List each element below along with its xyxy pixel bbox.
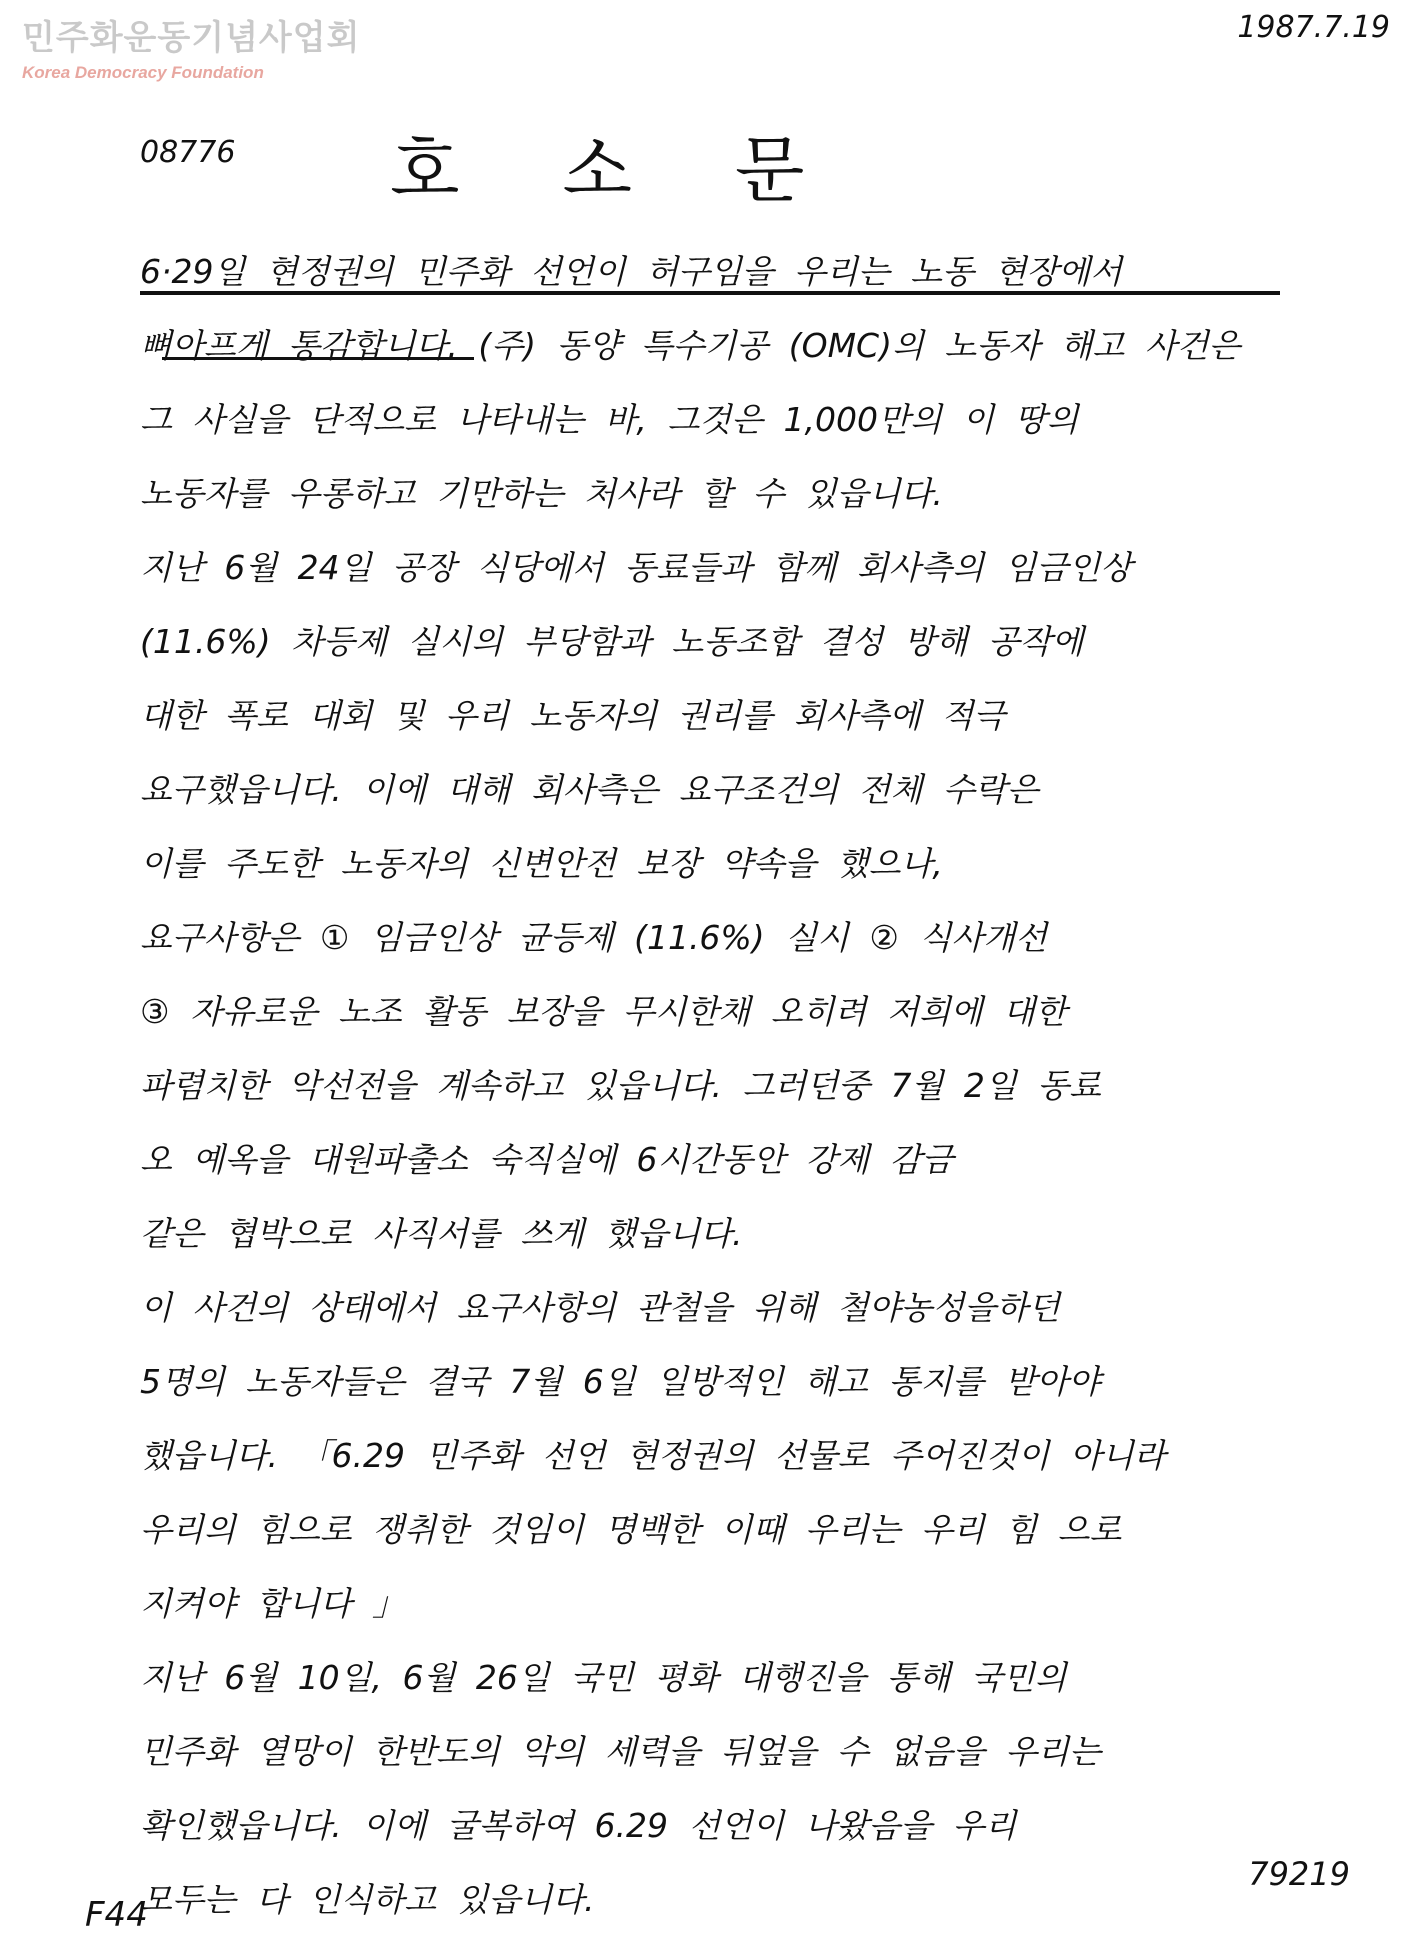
body-line: 민주화 열망이 한반도의 악의 세력을 뒤엎을 수 없음을 우리는 — [140, 1732, 1101, 1771]
body-line: 요구했읍니다. 이에 대해 회사측은 요구조건의 전체 수락은 — [140, 770, 1039, 809]
body-line: (11.6%) 차등제 실시의 부당함과 노동조합 결성 방해 공작에 — [140, 622, 1084, 661]
body-line: 대한 폭로 대회 및 우리 노동자의 권리를 회사측에 적극 — [140, 696, 1006, 735]
body-line: 노동자를 우롱하고 기만하는 처사라 할 수 있읍니다. — [140, 474, 943, 513]
handwritten-body — [140, 235, 1290, 1937]
body-line: 지난 6월 10일, 6월 26일 국민 평화 대행진을 통해 국민의 — [140, 1658, 1067, 1697]
body-line: 6·29일 현정권의 민주화 선언이 허구임을 우리는 노동 현장에서 — [140, 252, 1122, 291]
watermark-english: Korea Democracy Foundation — [22, 63, 264, 82]
body-line: 지난 6월 24일 공장 식당에서 동료들과 함께 회사측의 임금인상 — [140, 548, 1132, 587]
watermark-korean: 민주화운동기념사업회 — [22, 18, 361, 58]
body-line: 요구사항은 ① 임금인상 균등제 (11.6%) 실시 ② 식사개선 — [140, 918, 1047, 957]
page-title: 호 소 문 — [390, 128, 845, 212]
body-line: 확인했읍니다. 이에 굴복하여 6.29 선언이 나왔음을 우리 — [140, 1806, 1017, 1845]
body-line: 같은 협박으로 사직서를 쓰게 했읍니다. — [140, 1214, 743, 1253]
body-line: 지켜야 합니다 」 — [140, 1584, 406, 1623]
body-line: 5명의 노동자들은 결국 7월 6일 일방적인 해고 통지를 받아야 — [140, 1362, 1101, 1401]
body-line: 오 예옥을 대원파출소 숙직실에 6시간동안 강제 감금 — [140, 1140, 954, 1179]
document-number: 08776 — [140, 135, 236, 170]
file-code: F44 — [85, 1895, 148, 1935]
page-number: 79219 — [1248, 1855, 1350, 1893]
body-line: 그 사실을 단적으로 나타내는 바, 그것은 1,000만의 이 땅의 — [140, 400, 1079, 439]
foundation-watermark — [22, 18, 360, 84]
body-line: 했읍니다. 「6.29 민주화 선언 현정권의 선물로 주어진것이 아니라 — [140, 1436, 1166, 1475]
body-line: 뼈아프게 통감합니다. (주) 동양 특수기공 (OMC)의 노동자 해고 사건은 — [140, 326, 1241, 365]
body-line: 이 사건의 상태에서 요구사항의 관철을 위해 철야농성을하던 — [140, 1288, 1060, 1327]
body-line: 우리의 힘으로 쟁취한 것임이 명백한 이때 우리는 우리 힘 으로 — [140, 1510, 1122, 1549]
body-line: 모두는 다 인식하고 있읍니다. — [140, 1880, 595, 1919]
body-line: 파렴치한 악선전을 계속하고 있읍니다. 그러던중 7월 2일 동료 — [140, 1066, 1101, 1105]
body-line: ③ 자유로운 노조 활동 보장을 무시한채 오히려 저희에 대한 — [140, 992, 1067, 1031]
body-line: 이를 주도한 노동자의 신변안전 보장 약속을 했으나, — [140, 844, 943, 883]
handwritten-date: 1987.7.19 — [1237, 10, 1390, 45]
